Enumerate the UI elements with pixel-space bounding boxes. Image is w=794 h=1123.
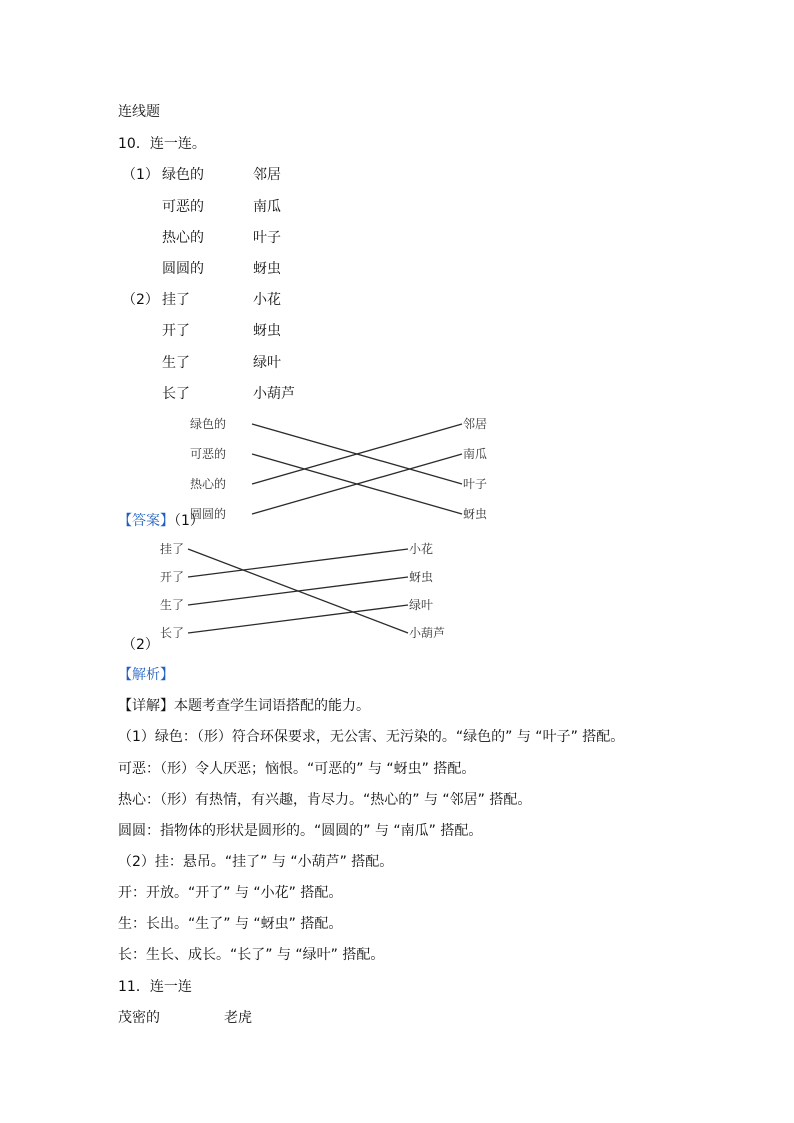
analysis-line: （1）绿色：（形）符合环保要求，无公害、无污染的。“绿色的” 与 “叶子” 搭配。 — [118, 729, 625, 745]
diagram2-right-word: 绿叶 — [409, 598, 434, 612]
answer-bracket-label: 【答案】 — [118, 513, 174, 529]
diagram2-left-word: 开了 — [160, 570, 185, 584]
answer-part2-number: （2） — [122, 637, 159, 653]
diagram2-right-word: 小花 — [409, 542, 434, 556]
q10-part2-left-word: 挂了 — [162, 292, 190, 308]
diagram1-left-word: 圆圆的 — [190, 507, 227, 521]
q10-part2-right-word: 蚜虫 — [253, 323, 281, 339]
diagram2-connector-line — [188, 605, 408, 633]
diagram2-left-word: 挂了 — [160, 542, 185, 556]
analysis-line: 开：开放。“开了” 与 “小花” 搭配。 — [118, 885, 343, 901]
q10-part1-number: （1） — [122, 167, 159, 183]
diagram2-right-word: 小葫芦 — [409, 626, 446, 640]
q11-left-word: 茂密的 — [118, 1010, 160, 1026]
q11-right-word: 老虎 — [224, 1010, 252, 1026]
answer-part1-number: （1） — [174, 513, 204, 529]
detail-label: 【详解】 — [118, 698, 174, 714]
diagram2-left-word: 长了 — [160, 626, 185, 640]
q10-part1-left-word: 可恶的 — [162, 199, 204, 215]
analysis-detail — [118, 697, 370, 715]
q10-part2-right-word: 小葫芦 — [253, 386, 295, 402]
answer-matching-diagram-1 — [190, 410, 490, 520]
diagram2-left-word: 生了 — [160, 598, 185, 612]
question-11-stem: 11．连一连 — [118, 979, 192, 995]
detail-text: 本题考查学生词语搭配的能力。 — [174, 698, 370, 714]
q10-part1-right-word: 南瓜 — [253, 199, 281, 215]
diagram2-connector-line — [188, 549, 408, 577]
q10-part2-left-word: 长了 — [162, 386, 190, 402]
q10-part1-left-word: 圆圆的 — [162, 261, 204, 277]
q10-part1-left-word: 绿色的 — [162, 167, 204, 183]
diagram1-right-word: 南瓜 — [463, 447, 488, 461]
analysis-line: 圆圆：指物体的形状是圆形的。“圆圆的” 与 “南瓜” 搭配。 — [118, 823, 483, 839]
analysis-line: 热心：（形）有热情，有兴趣，肯尽力。“热心的” 与 “邻居” 搭配。 — [118, 792, 532, 808]
q10-part2-right-word: 绿叶 — [253, 355, 281, 371]
q10-part1-right-word: 邻居 — [253, 167, 281, 183]
question-10-stem: 10．连一连。 — [118, 136, 206, 152]
diagram1-right-word: 蚜虫 — [463, 507, 488, 521]
diagram1-left-word: 热心的 — [190, 477, 227, 491]
q10-part1-right-word: 叶子 — [253, 230, 281, 246]
analysis-line: （2）挂：悬吊。“挂了” 与 “小葫芦” 搭配。 — [118, 854, 394, 870]
q10-part2-left-word: 生了 — [162, 355, 190, 371]
q10-part2-left-word: 开了 — [162, 323, 190, 339]
diagram1-right-word: 叶子 — [463, 477, 488, 491]
diagram1-left-word: 可恶的 — [190, 447, 227, 461]
diagram2-right-word: 蚜虫 — [409, 570, 434, 584]
q10-part2-number: （2） — [122, 292, 159, 308]
analysis-line: 可恶：（形）令人厌恶；恼恨。“可恶的” 与 “蚜虫” 搭配。 — [118, 761, 476, 777]
analysis-line: 长：生长、成长。“长了” 与 “绿叶” 搭配。 — [118, 947, 385, 963]
q10-part2-right-word: 小花 — [253, 292, 281, 308]
q10-part1-right-word: 蚜虫 — [253, 261, 281, 277]
analysis-label: 【解析】 — [118, 667, 174, 683]
q10-part1-left-word: 热心的 — [162, 230, 204, 246]
diagram1-left-word: 绿色的 — [190, 417, 227, 431]
section-title: 连线题 — [118, 104, 160, 120]
answer-matching-diagram-2 — [160, 535, 460, 640]
answer-label — [118, 512, 204, 530]
analysis-line: 生：长出。“生了” 与 “蚜虫” 搭配。 — [118, 916, 343, 932]
diagram2-connector-line — [188, 577, 408, 605]
diagram1-right-word: 邻居 — [463, 417, 488, 431]
